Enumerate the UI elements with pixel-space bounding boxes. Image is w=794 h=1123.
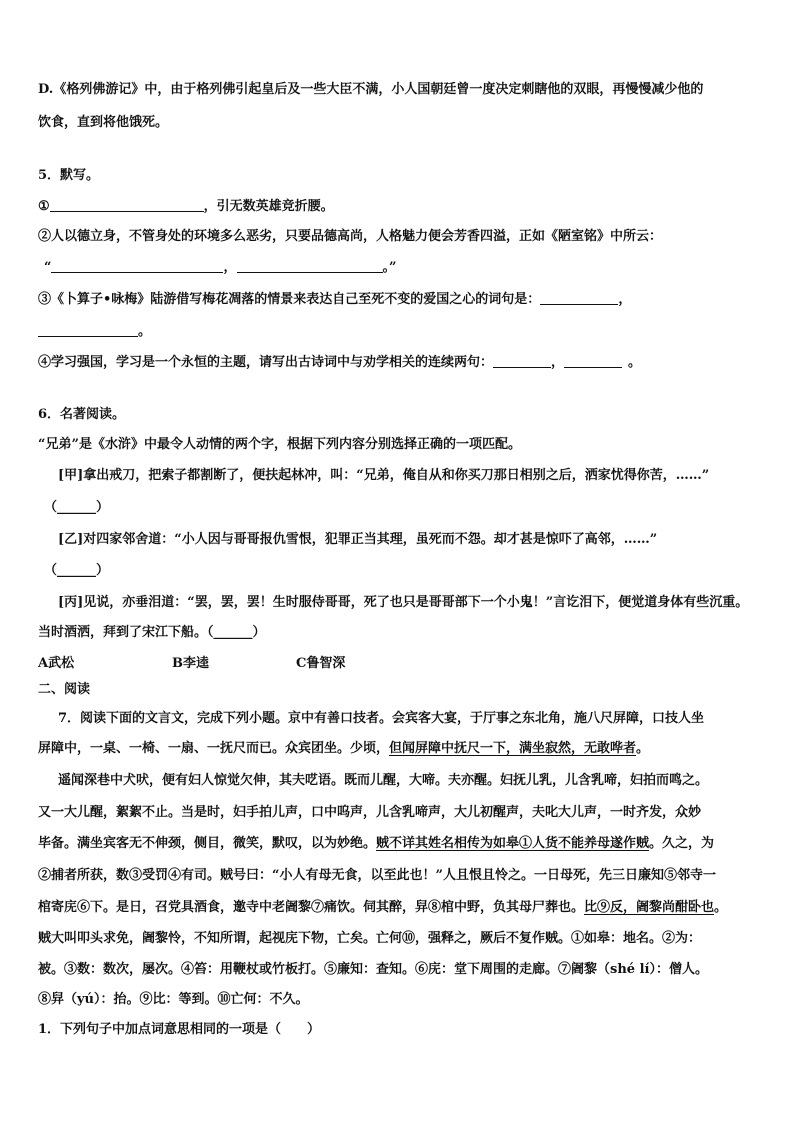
q5-item2-close-quote: 。” bbox=[382, 260, 397, 275]
q7-para1-line1: 7．阅读下面的文言文，完成下列小题。京中有善口技者。会宾客大宴，于厅事之东北角，施八尺屏障，口技人坐 bbox=[58, 711, 705, 726]
q5-item4 bbox=[38, 353, 760, 373]
q5-item1-suffix: ，引无数英雄竞折腰。 bbox=[203, 199, 334, 214]
q6-option-a[interactable]: A武松 bbox=[38, 656, 75, 671]
q4-option-d-line1: D.《格列佛游记》中，由于格列佛引起皇后及一些大臣不满，小人国朝廷曾一度决定刺瞎他的双眼，再慢慢减少他的 bbox=[38, 82, 704, 97]
q7-para2-line5-end: 。 bbox=[714, 900, 728, 915]
q7-para1-line2 bbox=[38, 739, 760, 759]
q4-option-d-line2: 饮食，直到将他饿死。 bbox=[38, 115, 169, 130]
q6-passage-jia: [甲]拿出戒刀，把索子都割断了，便扶起林冲，叫：“兄弟，俺自从和你买刀那日相别之后，洒家忧得你苦，……” bbox=[58, 468, 710, 483]
q5-item2-blank2[interactable] bbox=[237, 258, 383, 273]
q5-item1 bbox=[38, 197, 760, 217]
q7-para2-line3-end: 。久之，为 bbox=[649, 836, 715, 851]
q5-item3-blank1[interactable] bbox=[540, 290, 618, 305]
q7-para2-line5 bbox=[38, 898, 760, 918]
q5-item4-blank1[interactable] bbox=[493, 353, 551, 368]
q5-item2-open-quote: “ bbox=[44, 260, 52, 275]
q6-jia-answer[interactable]: （______） bbox=[44, 500, 110, 515]
q7-notes-line2: ⑧舁（yú）：抬。⑨比：等到。⑩亡何：不久。 bbox=[38, 992, 309, 1007]
q7-para2-line2: 又一大儿醒，絮絮不止。当是时，妇手拍儿声，口中呜声，儿含乳啼声，大儿初醒声，夫叱大儿声，一时齐发，众妙 bbox=[38, 805, 702, 820]
q5-item1-blank[interactable] bbox=[50, 197, 204, 212]
q5-item3 bbox=[38, 290, 760, 310]
q5-item3-blank2[interactable] bbox=[38, 322, 138, 337]
q7-para2-line6: 贼大叫叩头求免，阇黎怜，不知所谓，起视庑下物，亡矣。亡何⑩，强释之，厥后不复作贼。①如皋：地名。②为： bbox=[38, 931, 702, 946]
q7-para2-line1: 遥闻深巷中犬吠，便有妇人惊觉欠伸，其夫呓语。既而儿醒，大啼。夫亦醒。妇抚儿乳，儿含乳啼，妇拍而鸣之。 bbox=[58, 773, 709, 788]
q6-option-c[interactable]: C鲁智深 bbox=[296, 656, 346, 671]
q5-item3-comma: ， bbox=[618, 292, 632, 307]
q7-underlined-sentence-2: 贼不详其姓名相传为如皋①人货不能养母遂作贼 bbox=[376, 836, 650, 851]
q7-para2-line4: ②捕者所获，数③受罚④有司。贼号曰：“小人有母无食，以至此也！”人且恨且怜之。一日母死，先三日廉知⑤邻寺一 bbox=[38, 868, 716, 883]
q5-item4-comma: ， bbox=[551, 355, 565, 370]
q5-item4-end: 。 bbox=[628, 355, 642, 370]
q5-item2: ②人以德立身，不管身处的环境多么恶劣，只要品德高尚，人格魅力便会芳香四溢，正如《陋室铭》中所云： bbox=[38, 229, 663, 244]
q6-passage-bing-line2: 当时酒洒，拜到了宋江下船。（______） bbox=[38, 625, 266, 640]
q5-item2-comma: ， bbox=[223, 260, 237, 275]
q6-intro: “兄弟”是《水浒》中最令人动情的两个字，根据下列内容分别选择正确的一项匹配。 bbox=[38, 437, 521, 452]
section-2-title: 二、阅读 bbox=[38, 682, 91, 697]
q5-item3-text: ③《卜算子•咏梅》陆游借写梅花凋落的情景来表达自己至死不变的爱国之心的词句是： bbox=[38, 292, 541, 307]
q6-passage-yi: [乙]对四家邻舍道：“小人因与哥哥报仇雪恨，犯罪正当其理，虽死而不怨。却才甚是惊吓了高邻，……” bbox=[58, 532, 658, 547]
q6-option-b[interactable]: B李逵 bbox=[172, 656, 209, 671]
q5-item2-blanks bbox=[44, 258, 766, 278]
q6-passage-bing-line1: [丙]见说，亦垂泪道：“罢，罢，罢！生时服侍哥哥，死了也只是哥哥部下一个小鬼！”言讫泪下，便觉道身体有些沉重。 bbox=[58, 595, 749, 610]
q7-sub1-question: 1．下列句子中加点词意思相同的一项是（ ） bbox=[38, 1022, 321, 1037]
q7-notes-line1: 被。③数：数次，屡次。④笞：用鞭杖或竹板打。⑤廉知：查知。⑥庑：堂下周围的走廊。⑦阇黎（shé lí）：僧人。 bbox=[38, 962, 708, 977]
q6-title: 6．名著阅读。 bbox=[38, 407, 126, 422]
q7-para2-line5-text: 棺寄庑⑥下。是日，召党具酒食，邀寺中老阇黎⑦痛饮。伺其醉，舁⑧棺中野，负其母尸葬也。 bbox=[38, 900, 585, 915]
q5-item4-blank2[interactable] bbox=[564, 353, 622, 368]
q7-underlined-sentence-1: 但闻屏障中抚尺一下，满坐寂然，无敢哗者 bbox=[389, 741, 637, 756]
q7-para1-line2-text: 屏障中，一桌、一椅、一扇、一抚尺而已。众宾团坐。少顷， bbox=[38, 741, 390, 756]
q7-underlined-sentence-3: 比⑨反，阇黎尚酣卧也 bbox=[584, 900, 715, 915]
q5-item2-blank1[interactable] bbox=[51, 258, 223, 273]
q7-para2-line3-text: 毕备。满坐宾客无不伸颈，侧目，微笑，默叹，以为妙绝。 bbox=[38, 836, 377, 851]
q7-para2-line3 bbox=[38, 834, 760, 854]
q5-item3-end: 。 bbox=[138, 324, 152, 339]
q5-item1-prefix: ① bbox=[38, 199, 50, 214]
q5-title: 5．默写。 bbox=[38, 168, 100, 183]
q7-para1-line2-end: 。 bbox=[636, 741, 650, 756]
q6-yi-answer[interactable]: （______） bbox=[44, 563, 110, 578]
q5-item3-cont bbox=[38, 322, 760, 342]
q5-item4-text: ④学习强国，学习是一个永恒的主题，请写出古诗词中与劝学相关的连续两句： bbox=[38, 355, 494, 370]
